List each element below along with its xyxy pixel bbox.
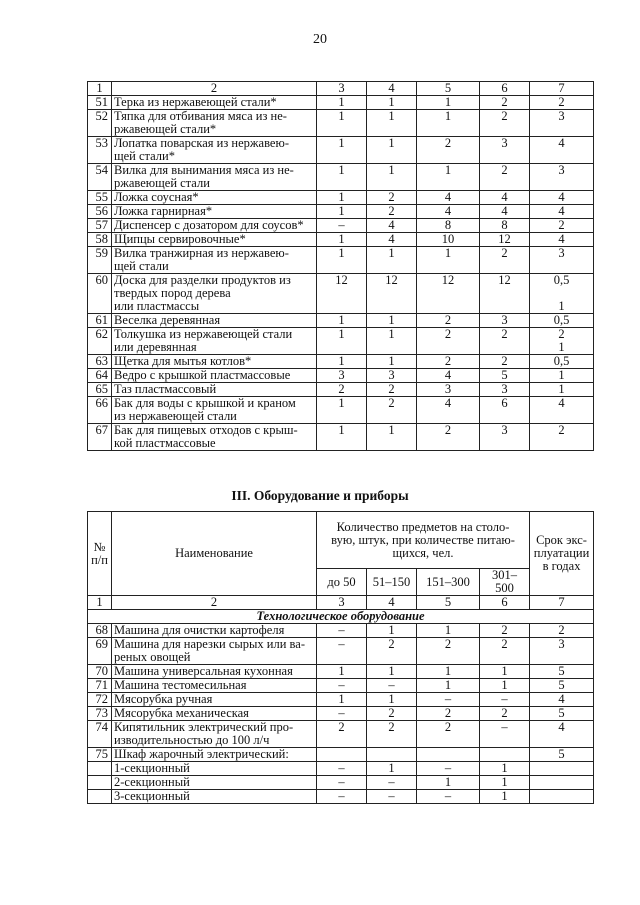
equipment-table-continued: [87, 81, 594, 451]
table-row: [88, 665, 594, 679]
header-col-2: 2: [112, 82, 317, 96]
header-col-6: 6: [480, 82, 530, 96]
number-col-7: 7: [530, 596, 594, 610]
value-cell: 5: [480, 369, 530, 383]
number-col-5: 5: [417, 596, 480, 610]
value-cell: 5: [530, 679, 594, 693]
value-cell: –: [317, 679, 367, 693]
value-cell: –: [417, 693, 480, 707]
value-cell: 1: [417, 776, 480, 790]
value-cell: 2: [367, 191, 417, 205]
value-cell: 1: [417, 665, 480, 679]
value-cell: 1: [367, 110, 417, 137]
item-name: Машина для нарезки сырых или ва- реных овощей: [112, 638, 317, 665]
value-cell: 1: [417, 164, 480, 191]
value-cell: 3: [530, 164, 594, 191]
value-cell: 4: [530, 397, 594, 424]
header-col-4: 4: [367, 82, 417, 96]
value-cell: 2: [417, 721, 480, 748]
number-col-3: 3: [317, 596, 367, 610]
value-cell: 1: [317, 110, 367, 137]
value-cell: 1: [317, 328, 367, 355]
item-name: Тяпка для отбивания мяса из не- ржавеющей стали*: [112, 110, 317, 137]
item-name: Ложка соусная*: [112, 191, 317, 205]
value-cell: 2: [480, 638, 530, 665]
value-cell: 4: [480, 205, 530, 219]
value-cell: 1: [317, 397, 367, 424]
item-name: Доска для разделки продуктов из твердых пород дерева или пластмассы: [112, 274, 317, 314]
row-number: 68: [88, 624, 112, 638]
item-name: Машина тестомесильная: [112, 679, 317, 693]
item-name: Кипятильник электрический про- изводительностью до 100 л/ч: [112, 721, 317, 748]
number-col-2: 2: [112, 596, 317, 610]
item-name: Ведро с крышкой пластмассовые: [112, 369, 317, 383]
value-cell: [530, 790, 594, 804]
item-name: Мясорубка ручная: [112, 693, 317, 707]
value-cell: 1: [367, 762, 417, 776]
item-name: 3-секционный: [112, 790, 317, 804]
header-quantity: Количество предметов на столо- вую, штук, при количестве питаю- щихся, чел.: [317, 512, 530, 569]
row-number: 72: [88, 693, 112, 707]
row-number: [88, 790, 112, 804]
row-number: 66: [88, 397, 112, 424]
value-cell: 1: [480, 790, 530, 804]
value-cell: 1: [417, 110, 480, 137]
item-name: 2-секционный: [112, 776, 317, 790]
value-cell: 2: [530, 96, 594, 110]
value-cell: –: [367, 679, 417, 693]
table-row: [88, 355, 594, 369]
row-number: 51: [88, 96, 112, 110]
table-row: [88, 707, 594, 721]
value-cell: 4: [417, 369, 480, 383]
section-title: III. Оборудование и приборы: [231, 488, 409, 503]
value-cell: 1: [417, 247, 480, 274]
value-cell: 2: [417, 137, 480, 164]
item-name: Вилка для вынимания мяса из не- ржавеющей стали: [112, 164, 317, 191]
value-cell: –: [317, 219, 367, 233]
value-cell: 3: [480, 424, 530, 451]
table-row: [88, 748, 594, 762]
table-row: [88, 624, 594, 638]
value-cell: 4: [417, 191, 480, 205]
table-row: [88, 219, 594, 233]
number-col-6: 6: [480, 596, 530, 610]
value-cell: 1: [317, 355, 367, 369]
value-cell: 2: [417, 424, 480, 451]
value-cell: 4: [530, 693, 594, 707]
value-cell: 1: [367, 328, 417, 355]
value-cell: 1: [317, 137, 367, 164]
value-cell: 2: [480, 355, 530, 369]
value-cell: 2: [367, 707, 417, 721]
table-row: [88, 328, 594, 355]
value-cell: 1: [317, 424, 367, 451]
item-name: Терка из нержавеющей стали*: [112, 96, 317, 110]
value-cell: 1: [317, 191, 367, 205]
value-cell: 2: [480, 96, 530, 110]
value-cell: –: [317, 624, 367, 638]
value-cell: 4: [530, 137, 594, 164]
row-number: 65: [88, 383, 112, 397]
item-name: Шкаф жарочный электрический:: [112, 748, 317, 762]
item-name: Диспенсер с дозатором для соусов*: [112, 219, 317, 233]
value-cell: 12: [367, 274, 417, 314]
value-cell: 3: [480, 383, 530, 397]
table-row: [88, 369, 594, 383]
table-row: [88, 205, 594, 219]
value-cell: 1: [480, 762, 530, 776]
value-cell: [317, 748, 367, 762]
value-cell: [530, 762, 594, 776]
row-number: 55: [88, 191, 112, 205]
value-cell: 1: [367, 424, 417, 451]
value-cell: 4: [417, 397, 480, 424]
item-name: Щипцы сервировочные*: [112, 233, 317, 247]
item-name: Ложка гарнирная*: [112, 205, 317, 219]
subheader: Технологическое оборудование: [88, 610, 594, 624]
page-number: 20: [313, 32, 327, 47]
table-row: [88, 762, 594, 776]
value-cell: 2: [417, 355, 480, 369]
value-cell: 2: [367, 397, 417, 424]
value-cell: 2: [480, 707, 530, 721]
value-cell: 1: [367, 693, 417, 707]
value-cell: 2: [367, 638, 417, 665]
value-cell: 2: [530, 424, 594, 451]
value-cell: 12: [317, 274, 367, 314]
value-cell: 2: [480, 164, 530, 191]
value-cell: 3: [530, 110, 594, 137]
value-cell: 1: [317, 233, 367, 247]
row-number: 54: [88, 164, 112, 191]
value-cell: 0,5 1: [530, 274, 594, 314]
value-cell: 2: [367, 383, 417, 397]
value-cell: 2: [530, 624, 594, 638]
row-number: 64: [88, 369, 112, 383]
value-cell: 4: [367, 233, 417, 247]
value-cell: 5: [530, 665, 594, 679]
item-name: Щетка для мытья котлов*: [112, 355, 317, 369]
value-cell: 3: [480, 314, 530, 328]
value-cell: 12: [480, 233, 530, 247]
value-cell: 5: [530, 748, 594, 762]
row-number: 60: [88, 274, 112, 314]
row-number: 71: [88, 679, 112, 693]
value-cell: –: [317, 638, 367, 665]
row-number: 58: [88, 233, 112, 247]
value-cell: 1: [480, 665, 530, 679]
value-cell: 3: [480, 137, 530, 164]
value-cell: 4: [367, 219, 417, 233]
item-name: Машина универсальная кухонная: [112, 665, 317, 679]
value-cell: 1: [367, 314, 417, 328]
value-cell: 0,5: [530, 314, 594, 328]
value-cell: 4: [530, 721, 594, 748]
item-name: Вилка транжирная из нержавею- щей стали: [112, 247, 317, 274]
value-cell: –: [480, 721, 530, 748]
value-cell: 1: [417, 96, 480, 110]
value-cell: –: [480, 693, 530, 707]
table-row: [88, 638, 594, 665]
table-row: [88, 776, 594, 790]
item-name: 1-секционный: [112, 762, 317, 776]
table-row: [88, 96, 594, 110]
value-cell: 2: [367, 721, 417, 748]
table-row: [88, 424, 594, 451]
value-cell: 1: [367, 137, 417, 164]
table-row: [88, 164, 594, 191]
value-cell: 1: [317, 247, 367, 274]
row-number: [88, 776, 112, 790]
table-row: [88, 274, 594, 314]
item-name: Бак для воды с крышкой и краном из нержавеющей стали: [112, 397, 317, 424]
value-cell: –: [417, 762, 480, 776]
item-name: Таз пластмассовый: [112, 383, 317, 397]
header-col-under-50: до 50: [317, 569, 367, 596]
table-row: [88, 693, 594, 707]
value-cell: 2: [317, 721, 367, 748]
equipment-table: [87, 511, 594, 804]
row-number: 70: [88, 665, 112, 679]
value-cell: 0,5: [530, 355, 594, 369]
value-cell: 2: [530, 219, 594, 233]
value-cell: 2: [480, 624, 530, 638]
value-cell: 6: [480, 397, 530, 424]
table-row: [88, 137, 594, 164]
value-cell: 2: [417, 707, 480, 721]
value-cell: 1: [480, 679, 530, 693]
item-name: Веселка деревянная: [112, 314, 317, 328]
item-name: Машина для очистки картофеля: [112, 624, 317, 638]
table-row: [88, 233, 594, 247]
number-col-1: 1: [88, 596, 112, 610]
value-cell: 1: [317, 693, 367, 707]
value-cell: –: [317, 776, 367, 790]
header-col-7: 7: [530, 82, 594, 96]
value-cell: 1: [317, 665, 367, 679]
table-row: [88, 397, 594, 424]
value-cell: 1: [317, 314, 367, 328]
value-cell: 12: [480, 274, 530, 314]
value-cell: 3: [530, 638, 594, 665]
value-cell: 8: [417, 219, 480, 233]
header-col-301-500: 301– 500: [480, 569, 530, 596]
value-cell: 4: [530, 191, 594, 205]
value-cell: 2: [317, 383, 367, 397]
value-cell: 2: [417, 638, 480, 665]
value-cell: 3: [317, 369, 367, 383]
value-cell: [530, 776, 594, 790]
value-cell: 2: [417, 328, 480, 355]
value-cell: 1: [317, 96, 367, 110]
item-name: Бак для пищевых отходов с крыш- кой пластмассовые: [112, 424, 317, 451]
header-col-151-300: 151–300: [417, 569, 480, 596]
row-number: 62: [88, 328, 112, 355]
row-number: 74: [88, 721, 112, 748]
value-cell: 1: [417, 624, 480, 638]
row-number: 53: [88, 137, 112, 164]
item-name: Лопатка поварская из нержавею- щей стали*: [112, 137, 317, 164]
value-cell: [367, 748, 417, 762]
value-cell: [417, 748, 480, 762]
value-cell: 2: [480, 110, 530, 137]
row-number: 57: [88, 219, 112, 233]
value-cell: 2: [417, 314, 480, 328]
table-row: [88, 110, 594, 137]
header-col-1: 1: [88, 82, 112, 96]
value-cell: [480, 748, 530, 762]
number-col-4: 4: [367, 596, 417, 610]
value-cell: 2: [367, 205, 417, 219]
value-cell: –: [317, 790, 367, 804]
value-cell: –: [367, 776, 417, 790]
header-service-life: Срок экс- плуатации в годах: [530, 512, 594, 596]
header-col-3: 3: [317, 82, 367, 96]
value-cell: 1: [367, 624, 417, 638]
value-cell: –: [417, 790, 480, 804]
table-row: [88, 314, 594, 328]
value-cell: 1: [317, 164, 367, 191]
header-name: Наименование: [112, 512, 317, 596]
row-number: 73: [88, 707, 112, 721]
value-cell: 1: [417, 679, 480, 693]
value-cell: 1: [530, 383, 594, 397]
value-cell: 2: [480, 328, 530, 355]
table-row: [88, 679, 594, 693]
value-cell: 3: [530, 247, 594, 274]
header-col-5: 5: [417, 82, 480, 96]
value-cell: 3: [417, 383, 480, 397]
value-cell: 4: [530, 233, 594, 247]
value-cell: 4: [480, 191, 530, 205]
value-cell: 12: [417, 274, 480, 314]
row-number: 75: [88, 748, 112, 762]
value-cell: 1: [530, 369, 594, 383]
table-row: [88, 790, 594, 804]
table-row: [88, 191, 594, 205]
value-cell: 2 1: [530, 328, 594, 355]
value-cell: –: [317, 707, 367, 721]
value-cell: 8: [480, 219, 530, 233]
item-name: Толкушка из нержавеющей стали или деревянная: [112, 328, 317, 355]
row-number: 52: [88, 110, 112, 137]
value-cell: 10: [417, 233, 480, 247]
value-cell: 1: [367, 665, 417, 679]
value-cell: 2: [480, 247, 530, 274]
row-number: 59: [88, 247, 112, 274]
row-number: 69: [88, 638, 112, 665]
row-number: 56: [88, 205, 112, 219]
row-number: 61: [88, 314, 112, 328]
header-number: № п/п: [88, 512, 112, 596]
value-cell: 1: [367, 96, 417, 110]
row-number: 67: [88, 424, 112, 451]
item-name: Мясорубка механическая: [112, 707, 317, 721]
value-cell: –: [367, 790, 417, 804]
value-cell: 1: [317, 205, 367, 219]
value-cell: 4: [530, 205, 594, 219]
table-row: [88, 247, 594, 274]
value-cell: 4: [417, 205, 480, 219]
value-cell: 5: [530, 707, 594, 721]
row-number: 63: [88, 355, 112, 369]
value-cell: 1: [367, 247, 417, 274]
value-cell: 3: [367, 369, 417, 383]
value-cell: –: [317, 762, 367, 776]
header-col-51-150: 51–150: [367, 569, 417, 596]
value-cell: 1: [367, 355, 417, 369]
table-row: [88, 721, 594, 748]
table-row: [88, 383, 594, 397]
value-cell: 1: [367, 164, 417, 191]
row-number: [88, 762, 112, 776]
value-cell: 1: [480, 776, 530, 790]
